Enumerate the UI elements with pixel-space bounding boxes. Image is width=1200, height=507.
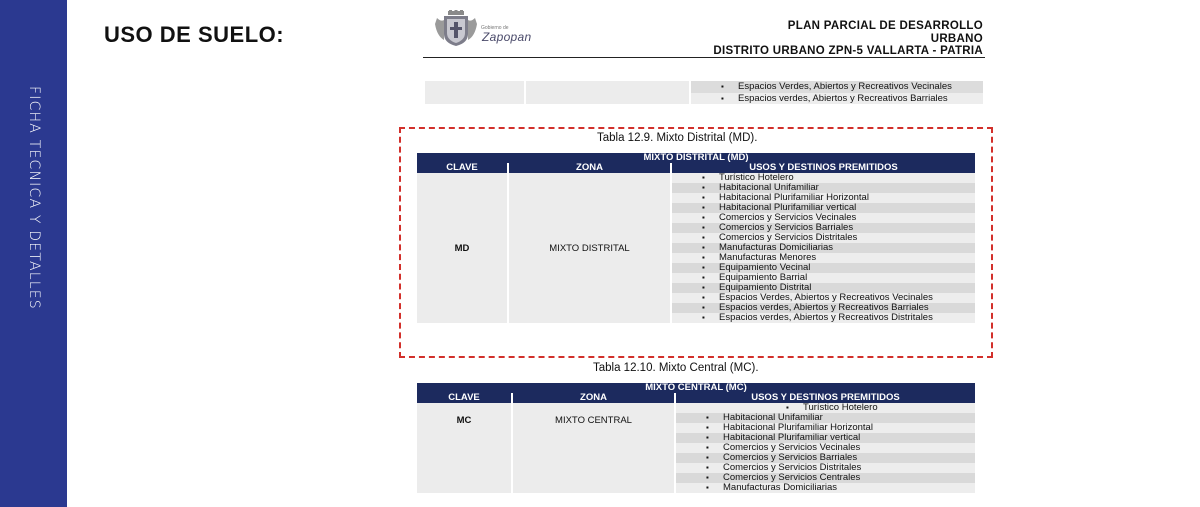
table-md-caption: Tabla 12.9. Mixto Distrital (MD). (597, 132, 758, 144)
clave-cell: MC (417, 403, 513, 493)
list-item: ▪ Manufacturas Domiciliarias (672, 243, 975, 253)
list-item: ▪ Habitacional Plurifamiliar Horizontal (672, 193, 975, 203)
logo-text: Zapopan (482, 30, 532, 44)
list-item: ▪ Comercios y Servicios Barriales (676, 453, 975, 463)
clave-cell: MD (417, 173, 509, 323)
list-item: ▪ Espacios verdes, Abiertos y Recreativos Barriales (691, 93, 983, 105)
table-body (417, 173, 975, 323)
list-item: ▪ Habitacional Plurifamiliar Horizontal (676, 423, 975, 433)
table-mc-caption: Tabla 12.10. Mixto Central (MC). (593, 362, 759, 374)
document-header (713, 20, 983, 58)
list-item: ▪ Habitacional Unifamiliar (672, 183, 975, 193)
list-item: ▪ Comercios y Servicios Vecinales (676, 443, 975, 453)
list-item: ▪ Comercios y Servicios Vecinales (672, 213, 975, 223)
list-item: ▪ Manufacturas Domiciliarias (676, 483, 975, 493)
sidebar-vertical-text: FICHA TECNICA Y DETALLES (26, 86, 42, 310)
header-clave: CLAVE (417, 393, 513, 403)
zona-cell: MIXTO DISTRITAL (509, 173, 672, 323)
logo-small-text: Gobierno de (481, 25, 509, 31)
header-divider (423, 57, 985, 58)
list-item: ▪ Comercios y Servicios Centrales (676, 473, 975, 483)
header-zona: ZONA (513, 393, 676, 403)
table-header-row (417, 163, 975, 173)
list-item: ▪ Comercios y Servicios Distritales (672, 233, 975, 243)
zona-cell: MIXTO CENTRAL (513, 403, 676, 493)
list-item: ▪ Espacios Verdes, Abiertos y Recreativos Vecinales (672, 293, 975, 303)
list-item: ▪ Habitacional Plurifamiliar vertical (672, 203, 975, 213)
page-title: USO DE SUELO: (104, 22, 285, 47)
list-item: ▪ Espacios verdes, Abiertos y Recreativos Distritales (672, 313, 975, 323)
list-item: ▪ Comercios y Servicios Barriales (672, 223, 975, 233)
table-mixto-central (417, 383, 975, 493)
usos-list (672, 173, 975, 323)
list-item: ▪ Manufacturas Menores (672, 253, 975, 263)
list-item: ▪ Habitacional Unifamiliar (676, 413, 975, 423)
header-clave: CLAVE (417, 163, 509, 173)
header-usos: USOS Y DESTINOS PREMITIDOS (749, 162, 898, 173)
list-item: ▪ Turístico Hotelero (672, 173, 975, 183)
list-item: ▪ Equipamiento Barrial (672, 273, 975, 283)
sidebar (0, 0, 67, 507)
header-usos: USOS Y DESTINOS PREMITIDOS (751, 392, 900, 403)
list-item: ▪ Comercios y Servicios Distritales (676, 463, 975, 473)
table-body (417, 403, 975, 493)
table-header-row (417, 393, 975, 403)
table-title: MIXTO CENTRAL (MC) (417, 383, 975, 393)
header-line-2: URBANO (930, 32, 983, 45)
zapopan-logo (433, 10, 543, 46)
header-line-3: DISTRITO URBANO ZPN-5 VALLARTA - PATRIA (713, 45, 983, 57)
list-item: ▪ Equipamiento Vecinal (672, 263, 975, 273)
usos-list (676, 403, 975, 493)
fragment-zona-cell (526, 81, 691, 104)
header-zona: ZONA (509, 163, 672, 173)
coat-of-arms-icon (433, 10, 479, 46)
header-line-1: PLAN PARCIAL DE DESARROLLO (787, 20, 983, 32)
list-item: ▪ Espacios verdes, Abiertos y Recreativos Barriales (672, 303, 975, 313)
fragment-clave-cell (425, 81, 526, 104)
list-item: ▪ Turístico Hotelero (676, 403, 975, 413)
table-title: MIXTO DISTRITAL (MD) (417, 153, 975, 163)
list-item: ▪ Habitacional Plurifamiliar vertical (676, 433, 975, 443)
list-item: ▪ Equipamiento Distrital (672, 283, 975, 293)
previous-table-fragment (425, 81, 983, 104)
table-mixto-distrital (417, 153, 975, 323)
list-item: ▪ Espacios Verdes, Abiertos y Recreativos Vecinales (691, 81, 983, 93)
